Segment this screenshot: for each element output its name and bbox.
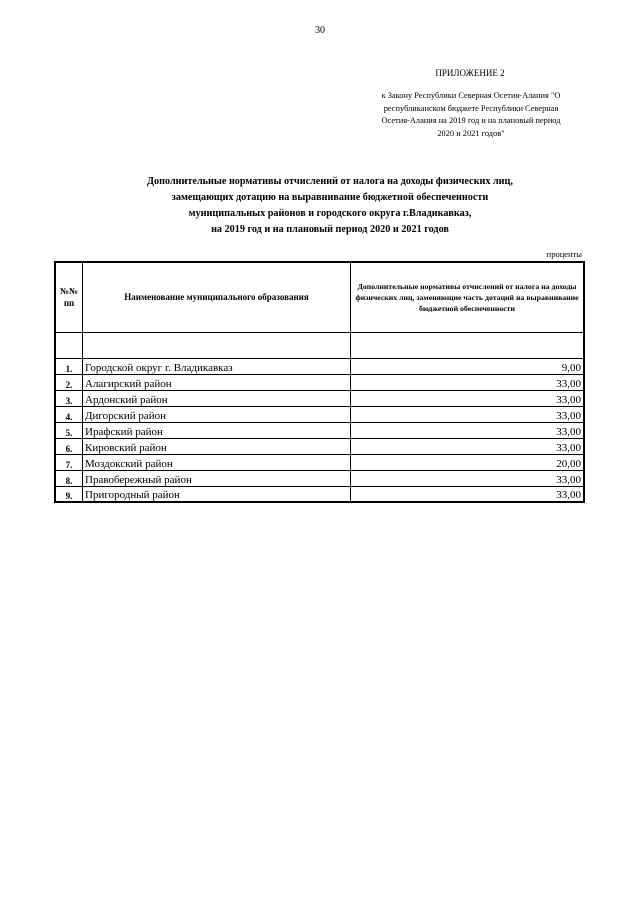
header-value: Дополнительные нормативы отчислений от налога на доходы физических лиц, заменяющие часть дотаций на выравнивание бюджетной обеспеченности (351, 262, 585, 332)
spacer-cell (55, 332, 83, 358)
row-value: 33,00 (351, 470, 585, 486)
table-row (55, 390, 584, 406)
table-row (55, 486, 584, 502)
appendix-subtitle-line: 2020 и 2021 годов" (437, 128, 505, 138)
row-name: Алагирский район (83, 374, 351, 390)
row-value: 33,00 (351, 374, 585, 390)
row-name: Кировский район (83, 438, 351, 454)
row-value: 33,00 (351, 438, 585, 454)
row-name: Моздокский район (83, 454, 351, 470)
table-row (55, 406, 584, 422)
table-row (55, 438, 584, 454)
row-name: Правобережный район (83, 470, 351, 486)
row-number: 3. (55, 390, 83, 406)
appendix-subtitle-line: республиканском бюджете Республики Северная (383, 103, 559, 113)
row-number: 5. (55, 422, 83, 438)
appendix-subtitle (360, 90, 582, 140)
table-row (55, 358, 584, 374)
row-value: 33,00 (351, 406, 585, 422)
header-name: Наименование муниципального образования (83, 262, 351, 332)
row-value: 33,00 (351, 486, 585, 502)
row-value: 33,00 (351, 422, 585, 438)
row-value: 33,00 (351, 390, 585, 406)
row-number: 6. (55, 438, 83, 454)
spacer-cell (83, 332, 351, 358)
spacer-cell (351, 332, 585, 358)
row-value: 20,00 (351, 454, 585, 470)
document-title-line: замещающих дотацию на выравнивание бюджетной обеспеченности (171, 192, 489, 203)
table-row (55, 454, 584, 470)
row-number: 4. (55, 406, 83, 422)
row-name: Пригородный район (83, 486, 351, 502)
row-number: 2. (55, 374, 83, 390)
appendix-title: ПРИЛОЖЕНИЕ 2 (435, 68, 505, 78)
row-number: 8. (55, 470, 83, 486)
row-name: Ардонский район (83, 390, 351, 406)
document-title-line: на 2019 год и на плановый период 2020 и 2021 годов (211, 224, 449, 235)
row-number: 7. (55, 454, 83, 470)
appendix-subtitle-line: к Закону Республики Северная Осетия-Алания "О (381, 91, 561, 100)
units-label: проценты (546, 249, 582, 259)
row-name: Городской округ г. Владикавказ (83, 358, 351, 374)
table-row (55, 470, 584, 486)
table-row (55, 374, 584, 390)
norms-table (54, 261, 585, 503)
row-number: 9. (55, 486, 83, 502)
appendix-subtitle-line: Осетия-Алания на 2019 год и на плановый период (381, 116, 561, 125)
table-header-row (55, 262, 584, 332)
document-title-line: Дополнительные нормативы отчислений от налога на доходы физических лиц, (147, 176, 513, 187)
row-value: 9,00 (351, 358, 585, 374)
row-name: Дигорский район (83, 406, 351, 422)
row-number: 1. (55, 358, 83, 374)
table-row (55, 422, 584, 438)
header-number: №№ пп (55, 262, 83, 332)
document-title (100, 174, 560, 238)
row-name: Ирафский район (83, 422, 351, 438)
page-number: 30 (315, 25, 325, 36)
document-title-line: муниципальных районов и городского округа г.Владикавказ, (188, 208, 472, 219)
table-spacer-row (55, 332, 584, 358)
